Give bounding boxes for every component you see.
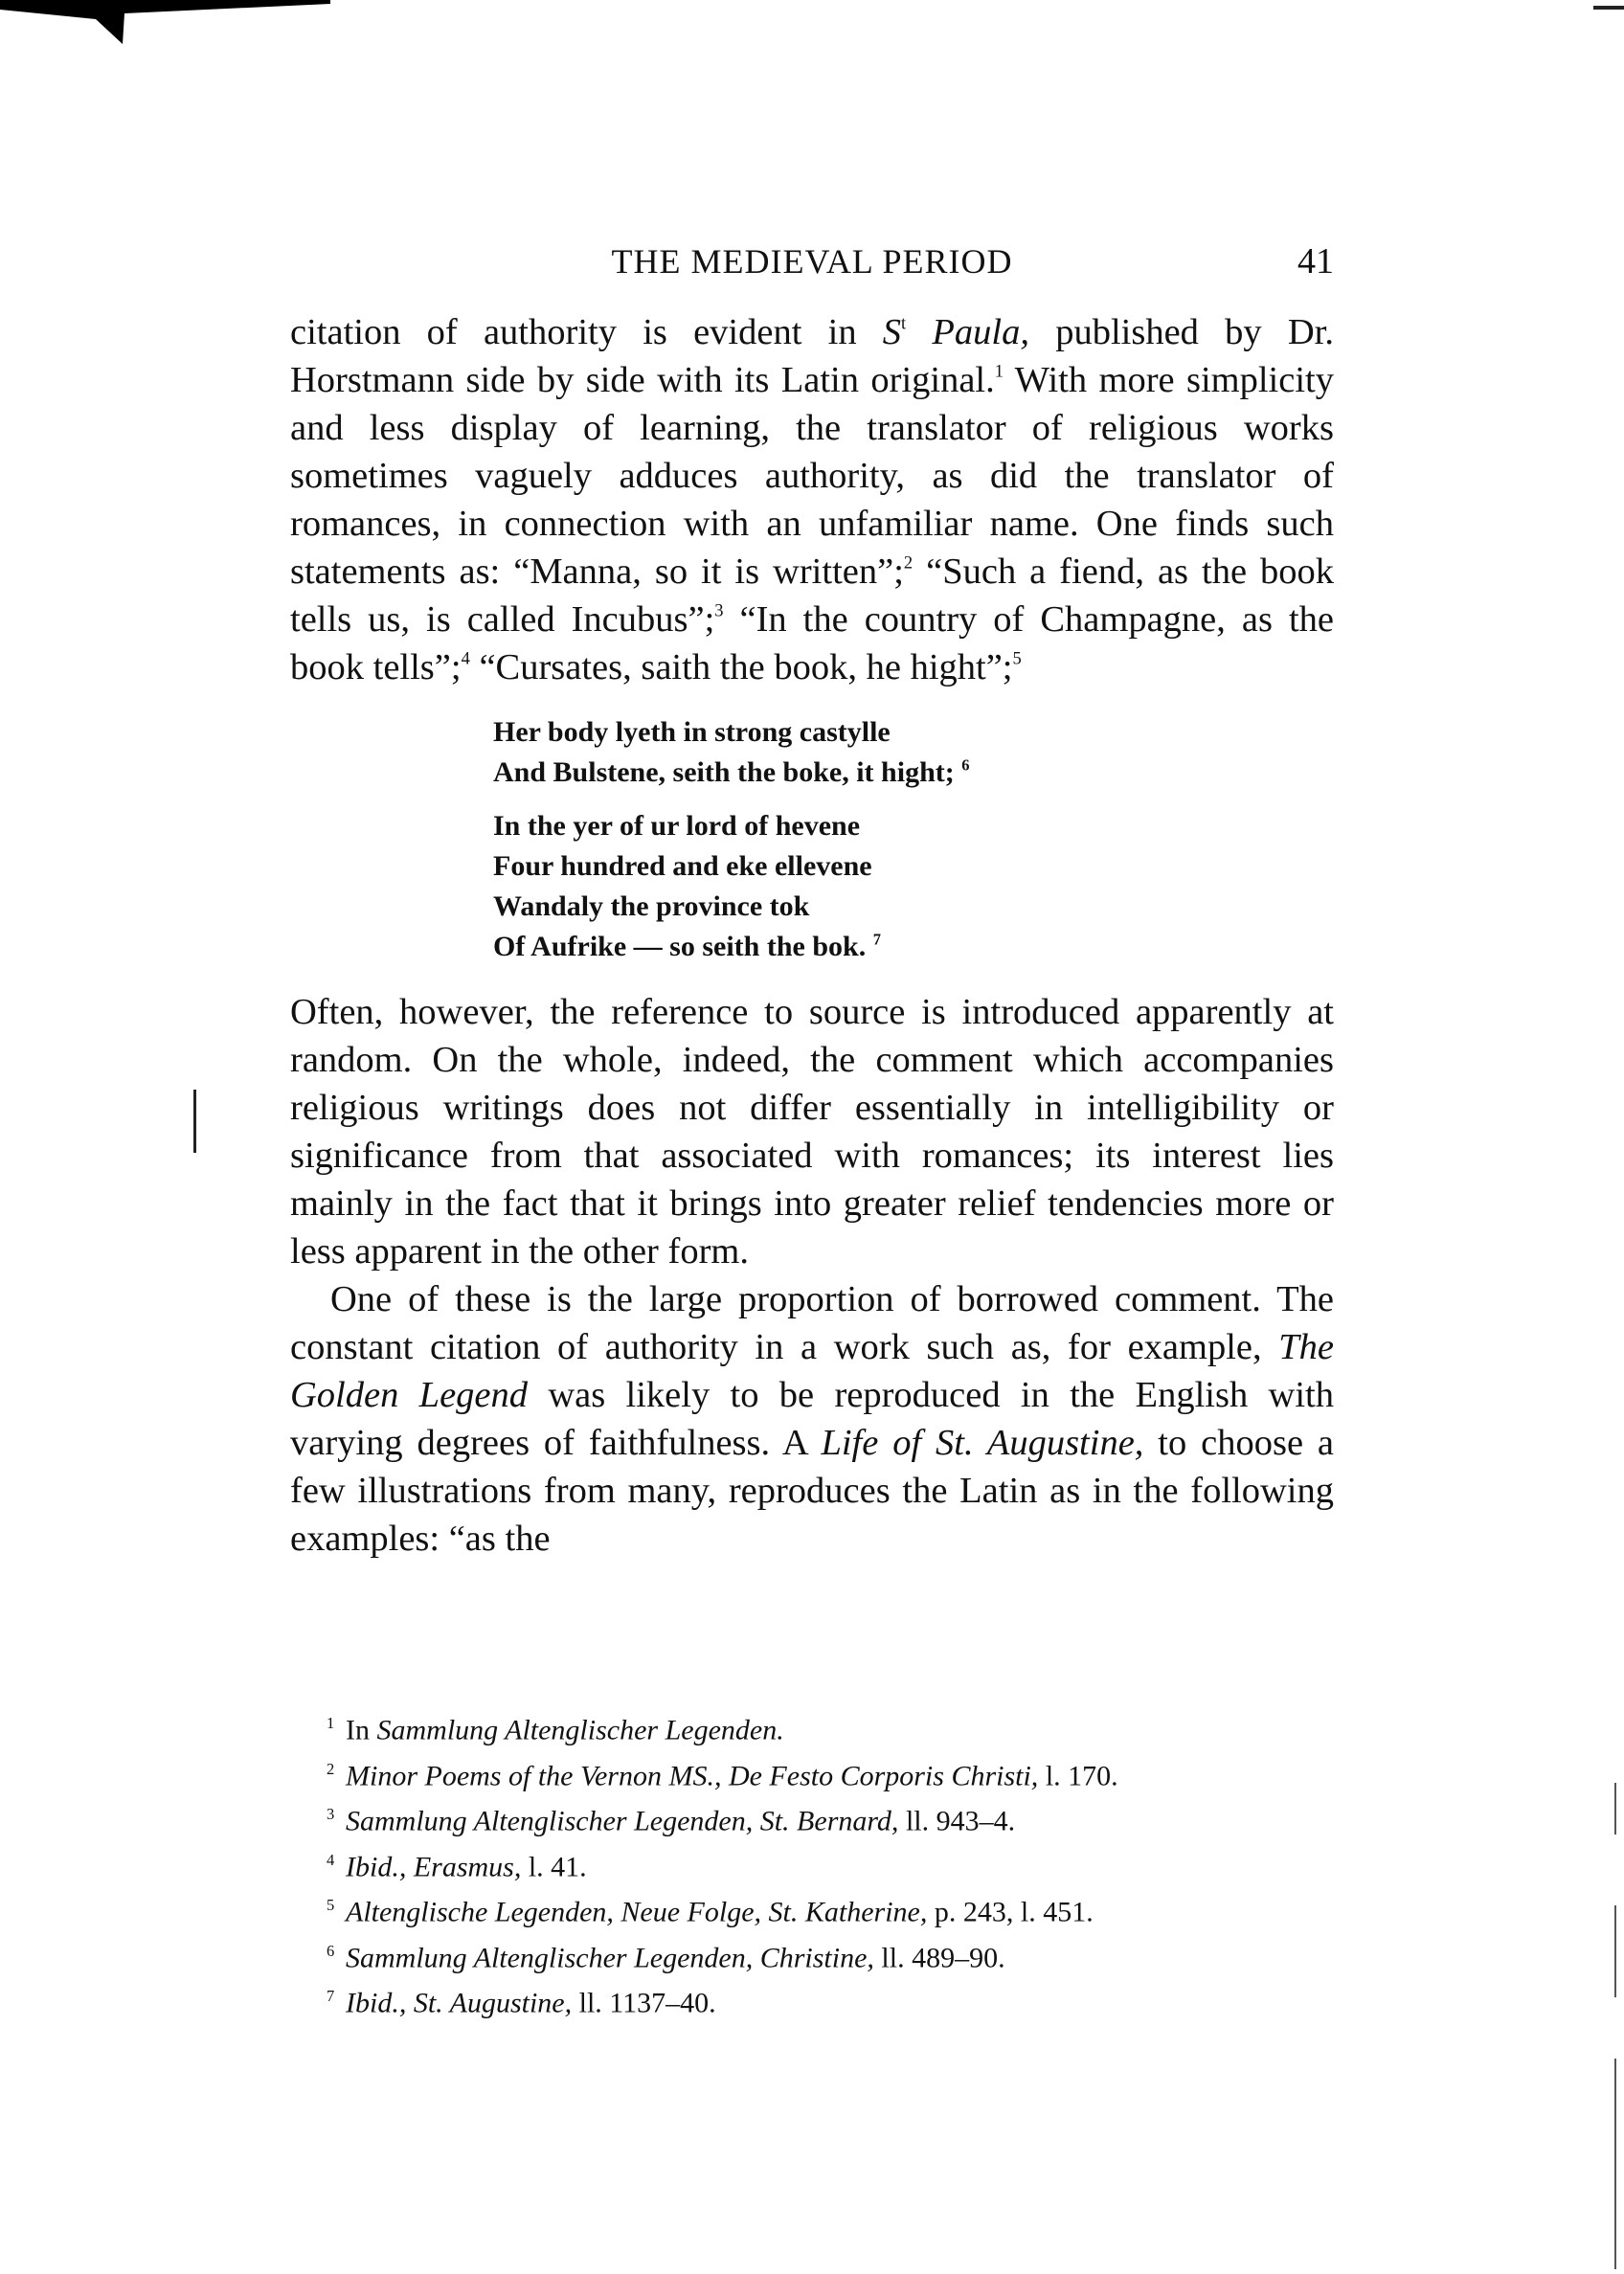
footnote-6: 6 Sammlung Altenglischer Legenden, Christine, ll. 489–90. <box>327 1941 1005 1974</box>
verse-line: In the yer of ur lord of hevene <box>493 810 861 842</box>
body-text <box>290 308 1334 1563</box>
footnote-3: 3 Sammlung Altenglischer Legenden, St. Bernard, ll. 943–4. <box>327 1805 1016 1837</box>
paragraph-3: One of these is the large proportion of borrowed comment. The constant citation of authority in a work such as, for example, The Golden Legend was likely to be reproduced in the English with varying degrees of faithfulness. A Life of St. Augustine, to choose a few illustrations from many, reproduces the Latin as in the following examples: “as the <box>290 1279 1335 1559</box>
page-number: 41 <box>1297 241 1334 281</box>
stanza <box>493 712 1334 793</box>
scan-edge-mark-right-3 <box>1614 2059 1616 2269</box>
footnote-ref-6: 6 <box>961 755 970 775</box>
stanza <box>493 806 1334 967</box>
verse-line: Of Aufrike — so seith the bok. $^7$ <box>493 930 881 962</box>
verse-line: And Bulstene, seith the boke, it hight; $^6$ <box>493 755 970 788</box>
scan-margin-mark-left <box>193 1090 196 1153</box>
verse-quotation <box>493 712 1334 967</box>
footnote-ref-1: 1 <box>994 361 1004 381</box>
footnote-1: 1 In Sammlung Altenglischer Legenden. <box>327 1714 784 1746</box>
footnote-ref-3: 3 <box>714 600 724 620</box>
footnote-ref-5: 5 <box>1012 648 1022 668</box>
running-header <box>290 237 1334 285</box>
footnote-ref-7: 7 <box>872 930 881 949</box>
verse-line: Wandaly the province tok <box>493 890 810 922</box>
book-page <box>290 0 1334 2274</box>
verse-line: Four hundred and eke ellevene <box>493 850 872 882</box>
verse-line: Her body lyeth in strong castylle <box>493 716 891 748</box>
scan-edge-mark-right-2 <box>1614 1905 1616 1997</box>
footnote-ref-2: 2 <box>903 552 914 573</box>
footnote-7: 7 Ibid., St. Augustine, ll. 1137–40. <box>327 1987 716 2019</box>
paragraph-1: citation of authority is evident in $S^t$ Paula, published by Dr. Horstmann side by side with its Latin original.$^1$ With more simplicity and less display of learning, the translator of religious works sometimes vaguely adduces authority, as did the translator of romances, in connection with an unfamiliar name. One finds such statements as: “Manna, so it is written”;$^2$ “Such a fiend, as the book tells us, is called Incubus”;$^3$ “In the country of Champagne, as the book tells”;$^4$ “Cursates, saith the book, he hight”;$^5$ <box>290 312 1335 687</box>
scan-edge-mark-right-1 <box>1614 1783 1616 1835</box>
footnote-ref-4: 4 <box>461 648 470 668</box>
scan-edge-mark-top-right <box>1593 6 1624 10</box>
running-title: THE MEDIEVAL PERIOD <box>611 242 1013 281</box>
footnote-2: 2 Minor Poems of the Vernon MS., De Festo Corporis Christi, l. 170. <box>327 1759 1118 1792</box>
paragraph-2: Often, however, the reference to source is introduced apparently at random. On the whole, indeed, the comment which accompanies religious writings does not differ essentially in intelligibility or significance from that associated with romances; its interest lies mainly in the fact that it brings into greater relief tendencies more or less apparent in the other form. <box>290 992 1334 1272</box>
footnote-4: 4 Ibid., Erasmus, l. 41. <box>327 1850 587 1883</box>
footnote-5: 5 Altenglische Legenden, Neue Folge, St. Katherine, p. 243, l. 451. <box>327 1896 1094 1928</box>
footnotes <box>327 1704 1334 2023</box>
